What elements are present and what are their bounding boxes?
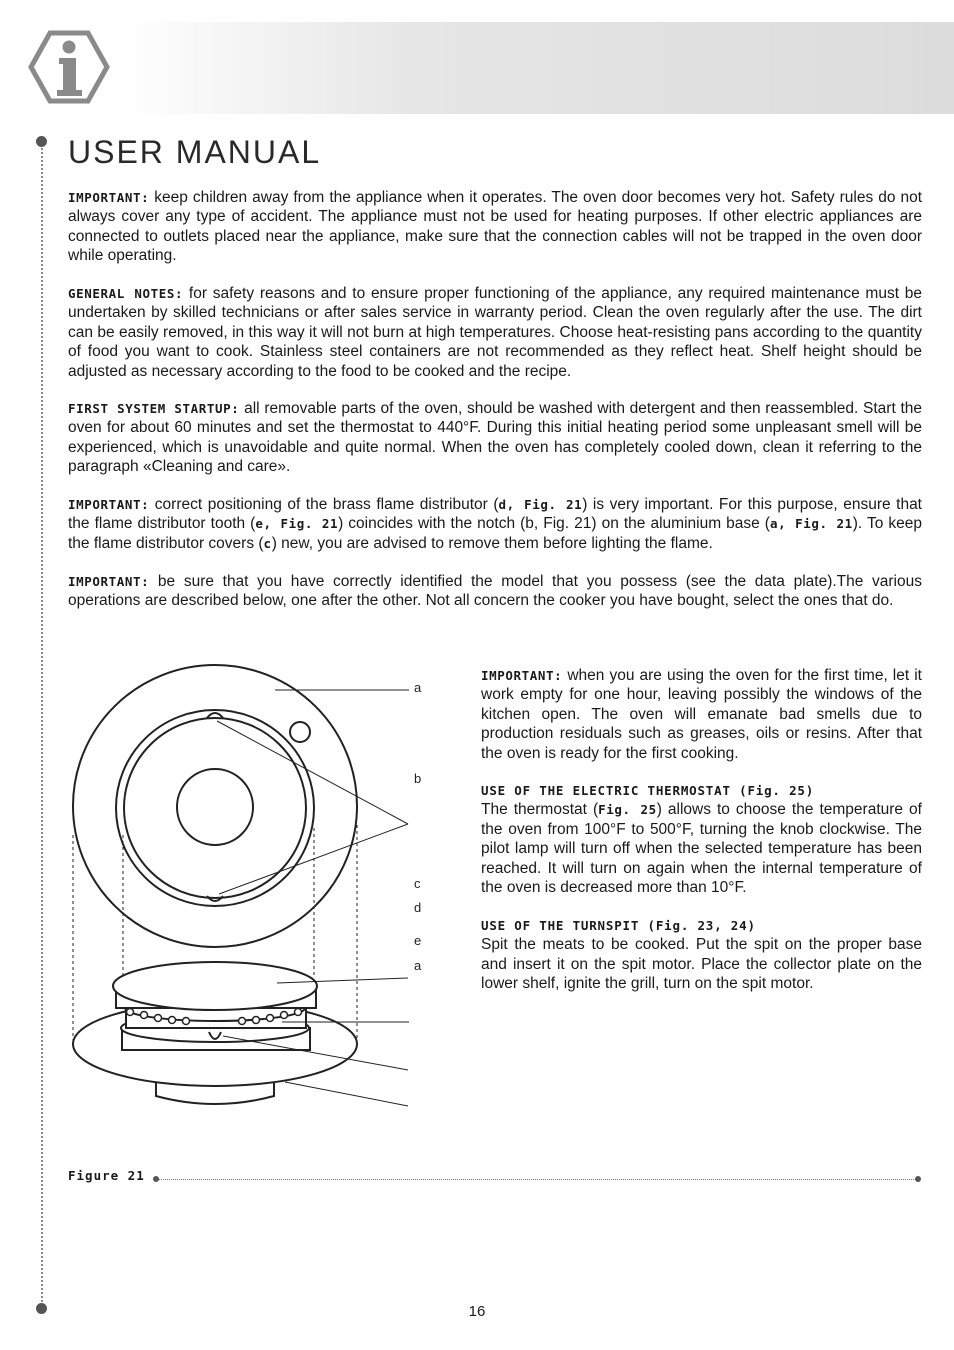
caption-rule-left-dot <box>153 1176 159 1182</box>
header-bar <box>120 22 954 114</box>
paragraph-lead: IMPORTANT: <box>68 574 150 589</box>
paragraph-text: for safety reasons and to ensure proper functioning of the appliance, any required maintenance must be undertaken by skilled technicians or after sales service in warranty period. Clean the oven regularly after the use. The dirt can be easily removed, in this way it will not burn at high temperatures. Choose heat-resisting pans according to the quantity of food you want to cook. Stainless steel containers are not recommended as they reflect heat. Shelf height should be adjusted as necessary according to the food to be cooked and the recipe. <box>68 285 922 380</box>
paragraph-text: The thermostat ( <box>481 801 599 819</box>
burner-cap-hole <box>290 722 310 742</box>
paragraph-lead: IMPORTANT: <box>68 497 150 512</box>
figure-label-a: a <box>414 680 422 695</box>
section-heading: USE OF THE TURNSPIT (Fig. 23, 24) <box>481 918 756 933</box>
paragraph-text: ) is very important. For this purpose, ensure that the flame distributor tooth ( <box>68 496 922 533</box>
paragraph-text: be sure that you have correctly identified the model that you possess (see the data plate).The various operations are described below, one after the other. Not all concern the cooker you have bought, select the ones that do. <box>68 573 922 610</box>
figure-label-b: b <box>414 771 422 786</box>
important-children-paragraph <box>68 188 922 266</box>
figure-reference: c <box>263 535 272 551</box>
burner-exploded-diagram <box>60 660 440 1120</box>
general-notes-paragraph <box>68 284 922 381</box>
figure-reference: d, Fig. 21 <box>498 497 583 512</box>
burner-cap-ring <box>116 710 314 906</box>
page-margin-rule <box>41 143 43 1310</box>
figure-label-c: c <box>414 876 421 891</box>
paragraph-text: all removable parts of the oven, should be washed with detergent and then reassembled. Start the oven for about 60 minutes and set the thermostat to 440°F. During this initial heating period some unpleasant smell will be experienced, which is unavoidable and quite normal. When the oven has completely cooled down, clean it referring to the paragraph «Cleaning and care». <box>68 400 923 476</box>
flame-distributor-paragraph <box>68 495 922 553</box>
section-heading: USE OF THE ELECTRIC THERMOSTAT (Fig. 25) <box>481 783 815 798</box>
figure-reference: a, Fig. 21 <box>769 516 853 532</box>
paragraph-lead: GENERAL NOTES: <box>68 286 184 301</box>
figure-reference: e, Fig. 21 <box>255 516 339 532</box>
first-startup-paragraph <box>68 399 922 477</box>
burner-cap-center <box>177 769 253 845</box>
paragraph-text: ). To keep the flame distributor covers ( <box>68 515 922 552</box>
paragraph-lead: IMPORTANT: <box>481 668 563 683</box>
page-title: USER MANUAL <box>68 134 322 170</box>
caption-rule <box>158 1179 916 1180</box>
margin-rule-top-dot <box>36 136 47 147</box>
paragraph-text: ) new, you are advised to remove them before lighting the flame. <box>271 534 713 552</box>
figure-label-d: d <box>414 900 422 915</box>
info-icon <box>28 30 110 104</box>
figure-caption: Figure 21 <box>68 1168 145 1183</box>
model-identification-paragraph <box>68 572 922 611</box>
figure-label-a: a <box>414 958 422 973</box>
paragraph-lead: IMPORTANT: <box>68 190 150 205</box>
paragraph-lead: FIRST SYSTEM STARTUP: <box>68 401 240 416</box>
first-use-paragraph <box>481 666 922 763</box>
caption-rule-right-dot <box>915 1176 921 1182</box>
paragraph-text: correct positioning of the brass flame distributor ( <box>149 496 499 513</box>
turnspit-section <box>481 916 922 994</box>
flame-distributor-cap <box>113 962 317 1010</box>
paragraph-text: keep children away from the appliance when it operates. The oven door becomes very hot. Safety rules do not always cover any type of accident. The appliance must not be used for heating purposes. If other electric appliances are connected to outlets placed near the appliance, make sure that the connection cables will not be trapped in the oven door while operating. <box>68 189 922 265</box>
paragraph-text: Spit the meats to be cooked. Put the spit on the proper base and insert it on the spit motor. Place the collector plate on the lower shelf, ignite the grill, turn on the spit motor. <box>481 936 922 993</box>
paragraph-text: ) coincides with the notch (b, Fig. 21) on the aluminium base ( <box>338 515 770 533</box>
thermostat-section <box>481 781 922 897</box>
paragraph-text: when you are using the oven for the first time, let it work empty for one hour, leaving possibly the windows of the kitchen open. The oven will emanate bad smells due to production residuals such as greases, oils or resins. After that the oven is ready for the first cooking. <box>481 667 922 762</box>
paragraph-text: ) allows to choose the temperature of the oven from 100°F to 500°F, turning the knob clockwise. The pilot lamp will turn off when the selected temperature has been reached. It will turn on again when the internal temperature of the oven is decreased more than 10°F. <box>481 801 922 897</box>
figure-reference: Fig. 25 <box>598 802 657 818</box>
figure-label-e: e <box>414 933 422 948</box>
page-number: 16 <box>468 1303 486 1320</box>
